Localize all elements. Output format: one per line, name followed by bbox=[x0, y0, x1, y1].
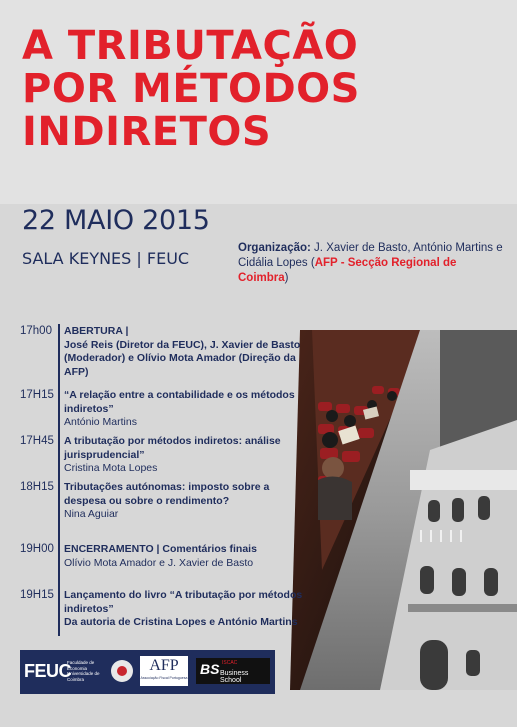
program-heading: A tributação por métodos indiretos: análise jurisprudencial” bbox=[64, 435, 281, 461]
program-time: 18H15 bbox=[20, 481, 54, 493]
program-speaker: Olívio Mota Amador e J. Xavier de Basto bbox=[64, 556, 254, 569]
program-speakers: José Reis (Diretor da FEUC), J. Xavier de Basto (Moderador) e Olívio Mota Amador (Direção da AFP) bbox=[64, 338, 301, 378]
program-heading: “A relação entre a contabilidade e os métodos indiretos” bbox=[64, 389, 295, 415]
sponsor-logo-bar bbox=[20, 650, 275, 694]
business-school-logo bbox=[196, 658, 270, 684]
title-line-2: POR MÉTODOS bbox=[22, 66, 360, 112]
program-time: 17H45 bbox=[20, 435, 54, 447]
program-speaker: Cristina Mota Lopes bbox=[64, 462, 158, 474]
title-line-1: A TRIBUTAÇÃO bbox=[22, 23, 359, 69]
feuc-logo-caption: Faculdade de Economia Universidade de Coimbra bbox=[67, 660, 100, 682]
program-heading: Tributações autónomas: imposto sobre a despesa ou sobre o rendimento? bbox=[64, 481, 270, 507]
program-time: 19H00 bbox=[20, 543, 54, 555]
title-line-3: INDIRETOS bbox=[22, 109, 272, 155]
program-time: 17h00 bbox=[20, 325, 52, 337]
program-speaker: Nina Aguiar bbox=[64, 508, 119, 520]
bs-superscript: ISCAC bbox=[222, 660, 238, 666]
organizers: J. Xavier de Basto, António Martins e Cidália Lopes ( bbox=[238, 242, 503, 269]
afp-logo-text: AFP bbox=[149, 657, 179, 674]
program-note: Da autoria de Cristina Lopes e António Martins bbox=[64, 616, 298, 628]
event-venue: SALA KEYNES | FEUC bbox=[22, 249, 190, 268]
program-speaker: António Martins bbox=[64, 416, 137, 428]
organization-label: Organização: bbox=[238, 242, 311, 254]
organization-afp: AFP - Secção Regional de Coimbra bbox=[238, 257, 457, 284]
event-date: 22 MAIO 2015 bbox=[22, 205, 210, 236]
organization-close: ) bbox=[284, 272, 289, 284]
program-heading: ABERTURA | bbox=[64, 325, 129, 337]
afp-logo-caption: Associação Fiscal Portuguesa bbox=[140, 676, 188, 680]
program-time: 17H15 bbox=[20, 389, 54, 401]
program-heading: ENCERRAMENTO | Comentários finais bbox=[64, 543, 257, 555]
program-time: 19H15 bbox=[20, 589, 54, 601]
bs-mark: BS bbox=[200, 661, 220, 677]
university-seal-icon bbox=[111, 660, 133, 682]
timeline-rule bbox=[58, 324, 60, 636]
bs-name: Business School bbox=[220, 670, 249, 684]
feuc-logo: FEUC bbox=[24, 661, 71, 681]
afp-logo bbox=[140, 656, 188, 686]
program-heading: Lançamento do livro “A tributação por métodos indiretos” bbox=[64, 589, 303, 615]
